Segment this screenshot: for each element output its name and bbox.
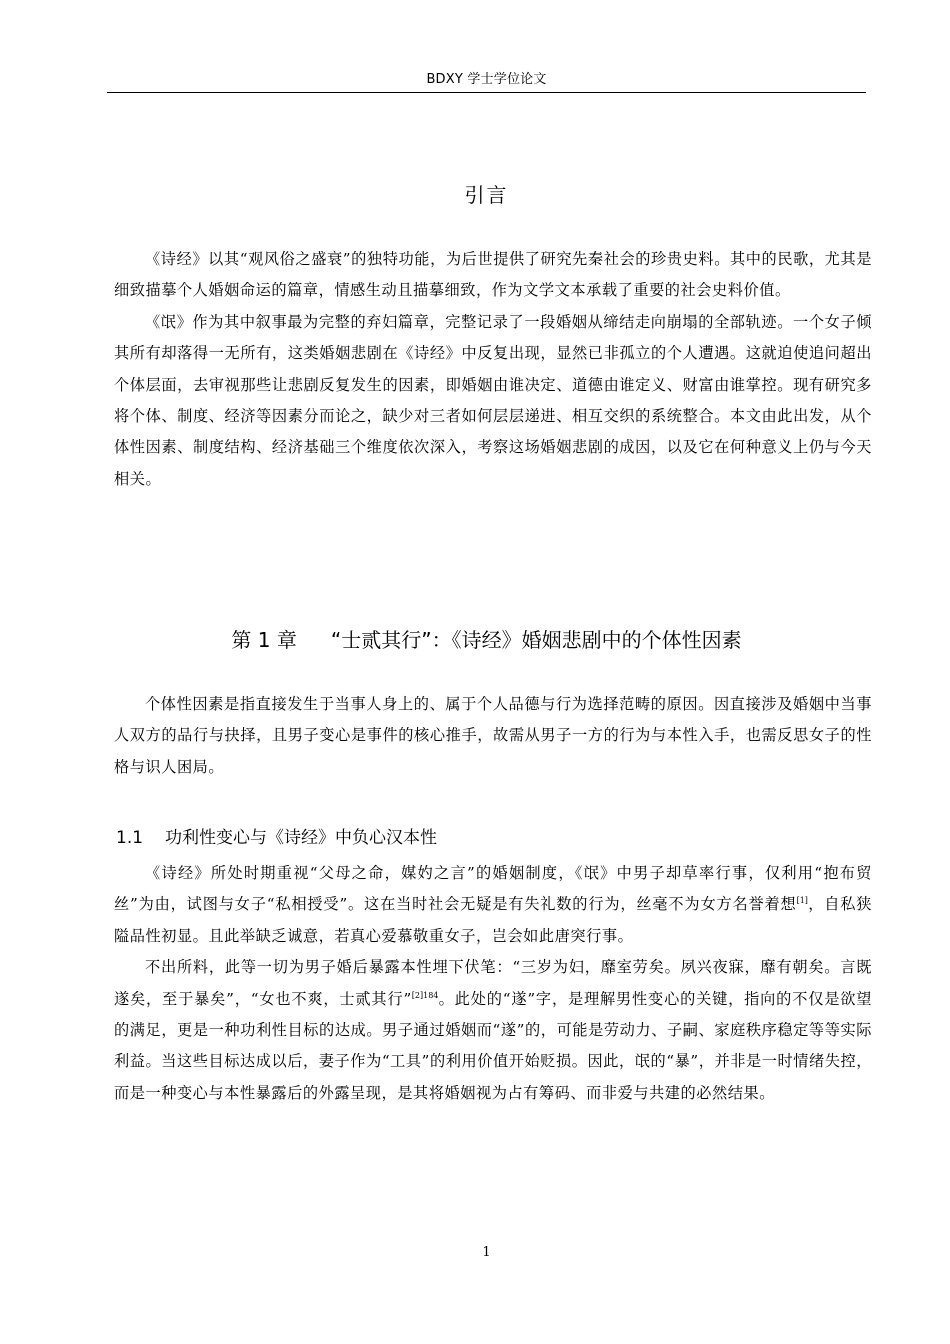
- header-rule: [107, 92, 866, 93]
- intro-paragraph-2: 《氓》作为其中叙事最为完整的弃妇篇章，完整记录了一段婚姻从缔结走向崩塌的全部轨迹。一个女子倾其所有却落得一无所有，这类婚姻悲剧在《诗经》中反复出现，显然已非孤立的个人遭遇。这就迫使追问超出个体层面，去审视那些让悲剧反复发生的因素，即婚姻由谁决定、道德由谁定义、财富由谁掌控。现有研究多将个体、制度、经济等因素分而论之，缺少对三者如何层层递进、相互交织的系统整合。本文由此出发，从个体性因素、制度结构、经济基础三个维度依次深入，考察这场婚姻悲剧的成因，以及它在何种意义上仍与今天相关。: [114, 312, 872, 488]
- section-paragraph-1-text-a: 《诗经》所处时期重视“父母之命，媒妁之言”的婚姻制度，《氓》中男子却草率行事，仅利用“抱布贸丝”为由，试图与女子“私相授受”。这在当时社会无疑是有失礼数的行为，丝毫不为女方名誉着想: [114, 864, 872, 914]
- chapter-number: 第 1 章: [231, 628, 297, 652]
- chapter-1-title: [107, 625, 866, 655]
- intro-paragraph-1: 《诗经》以其“观风俗之盛衰”的独特功能，为后世提供了研究先秦社会的珍贵史料。其中的民歌，尤其是细致描摹个人婚姻命运的篇章，情感生动且描摹细致，作为文学文本承载了重要的社会史料价值。: [114, 250, 872, 300]
- section-1-1-body: [114, 858, 872, 1109]
- chapter-title-text: “士贰其行”：《诗经》婚姻悲剧中的个体性因素: [330, 628, 742, 652]
- section-paragraph-1-text-b: ，自私狭隘品性初显。且此举缺乏诚意，若真心爱慕敬重女子，岂会如此唐突行事。: [114, 895, 872, 945]
- section-paragraph-2: [114, 952, 872, 1109]
- running-header: BDXY 学士学位论文: [426, 72, 547, 87]
- chapter-1-body: [114, 689, 872, 783]
- section-paragraph-2-text-b: 。此处的“遂”字，是理解男性变心的关键，指向的不仅是欲望的满足，更是一种功利性目标的达成。男子通过婚姻而“遂”的，可能是劳动力、子嗣、家庭秩序稳定等等实际利益。当这些目标达成以后，妻子作为“工具”的利用价值开始贬损。因此，氓的“暴”，并非是一时情绪失控，而是一种变心与本性暴露后的外露呈现，是其将婚姻视为占有筹码、而非爱与共建的必然结果。: [114, 989, 872, 1102]
- section-1-1-title: [116, 824, 437, 852]
- section-paragraph-1: [114, 858, 872, 952]
- citation-1: [1]: [796, 896, 808, 906]
- page-number: 1: [482, 1245, 491, 1260]
- intro-title: 引言: [464, 183, 509, 207]
- chapter-1-paragraph: 个体性因素是指直接发生于当事人身上的、属于个人品德与行为选择范畴的原因。因直接涉及婚姻中当事人双方的品行与抉择，且男子变心是事件的核心推手，故需从男子一方的行为与本性入手，也需反思女子的性格与识人困局。: [114, 695, 872, 776]
- intro-body: [114, 244, 872, 495]
- section-paragraph-2-text-a: 不出所料，此等一切为男子婚后暴露本性埋下伏笔：“三岁为妇，靡室劳矣。夙兴夜寐，靡有朝矣。言既遂矣，至于暴矣”，“女也不爽，士贰其行”: [114, 958, 872, 1008]
- citation-2: [2]184: [411, 990, 439, 1000]
- section-title-text: 功利性变心与《诗经》中负心汉本性: [165, 828, 438, 848]
- section-number: 1.1: [116, 828, 144, 848]
